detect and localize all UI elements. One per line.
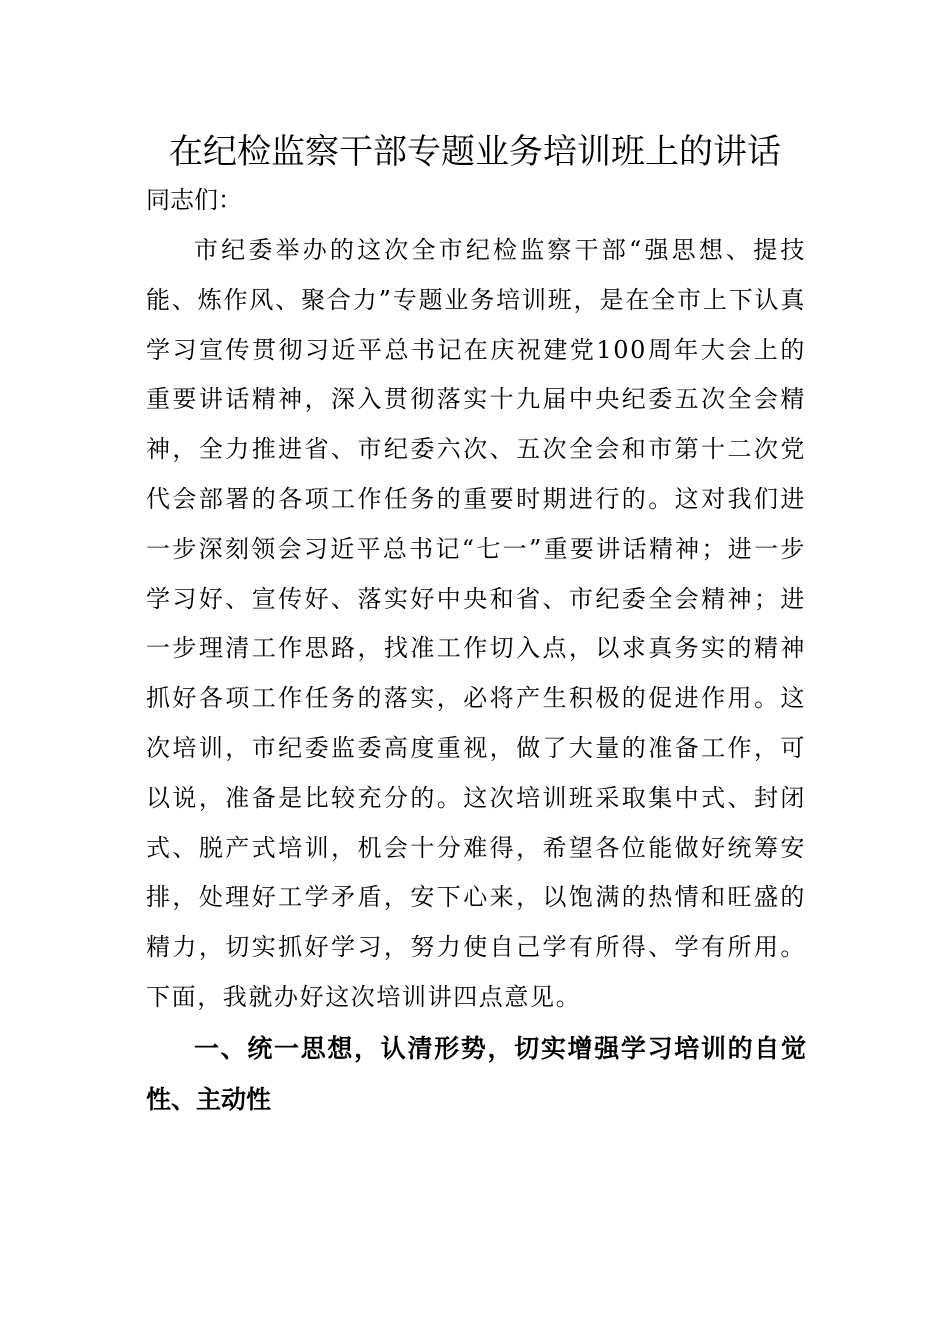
document-title: 在纪检监察干部专题业务培训班上的讲话 xyxy=(169,132,781,172)
section-heading-1: 一、统一思想，认清形势，切实增强学习培训的自觉性、主动性 xyxy=(146,1034,806,1114)
salutation: 同志们： xyxy=(146,186,242,214)
body-paragraph: 市纪委举办的这次全市纪检监察干部“强思想、提技能、炼作风、聚合力”专题业务培训班，是在全市上下认真学习宣传贯彻习近平总书记在庆祝建党100周年大会上的重要讲话精神，深入贯彻落实十九届中央纪委五次全会精神，全力推进省、市纪委六次、五次全会和市第十二次党代会部署的各项工作任务的重要时期进行的。这对我们进一步深刻领会习近平总书记“七一”重要讲话精神；进一步学习好、宣传好、落实好中央和省、市纪委全会精神；进一步理清工作思路，找准工作切入点，以求真务实的精神抓好各项工作任务的落实，必将产生积极的促进作用。这次培训，市纪委监委高度重视，做了大量的准备工作，可以说，准备是比较充分的。这次培训班采取集中式、封闭式、脱产式培训，机会十分难得，希望各位能做好统筹安排，处理好工学矛盾，安下心来，以饱满的热情和旺盛的精力，切实抓好学习，努力使自己学有所得、学有所用。下面，我就办好这次培训讲四点意见。 xyxy=(146,236,806,1011)
